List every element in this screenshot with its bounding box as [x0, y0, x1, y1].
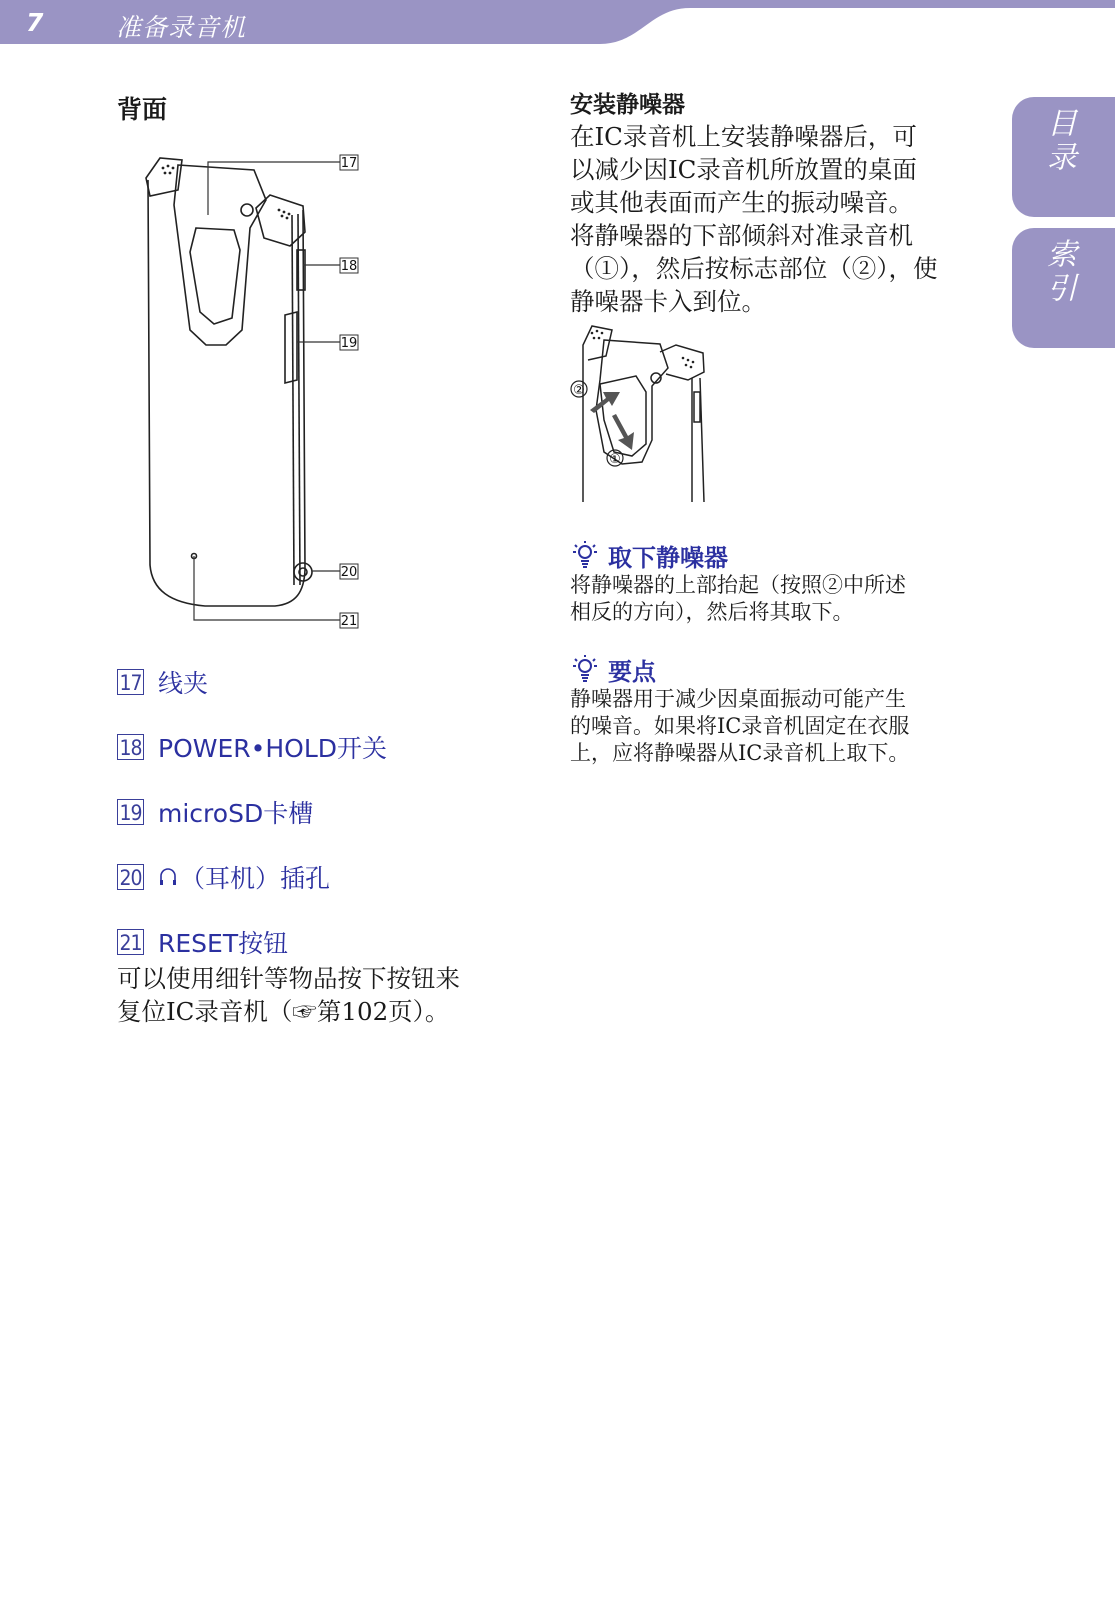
callout-19: 19: [340, 336, 358, 351]
tip-keypoint-line: 静噪器用于减少因桌面振动可能产生: [570, 687, 906, 711]
tab-index[interactable]: [1012, 228, 1115, 348]
tip-remove-title: [570, 538, 980, 572]
install-para-line: 静噪器卡入到位。: [570, 287, 766, 316]
part-number: 21: [117, 929, 144, 955]
tip-keypoint-line: 上，应将静噪器从IC录音机上取下。: [570, 741, 910, 765]
tab-contents-label: 目录: [1041, 107, 1076, 175]
tip-keypoint-line: 的噪音。如果将IC录音机固定在衣服: [570, 714, 910, 738]
callout-17: 17: [340, 156, 358, 171]
part-item-18: [117, 730, 537, 764]
part-label-microsd: microSD卡槽: [158, 799, 314, 828]
install-para-line: （①），然后按标志部位（②），使: [570, 254, 938, 283]
part-item-17: [117, 665, 537, 699]
tip-keypoint-title-text: 要点: [608, 657, 656, 686]
part-label-power-hold: POWER•HOLD开关: [158, 734, 388, 763]
part-number: 19: [117, 799, 144, 825]
part-label-headphone-jack: （耳机）插孔: [180, 864, 331, 893]
install-para-line: 或其他表面而产生的振动噪音。: [570, 188, 913, 217]
part-item-19: [117, 795, 537, 829]
reset-desc-line: 可以使用细针等物品按下按钮来: [117, 964, 460, 993]
figure-label-2: ②: [573, 383, 585, 398]
lightbulb-icon: [570, 539, 600, 571]
reset-desc-line: 复位IC录音机（☞第102页）。: [117, 997, 450, 1026]
header-bar: [0, 0, 1115, 46]
tip-remove-title-text: 取下静噪器: [608, 543, 728, 572]
install-para-line: 将静噪器的下部倾斜对准录音机: [570, 221, 913, 250]
part-number: 17: [117, 669, 144, 695]
tip-remove: [570, 538, 980, 626]
part-item-21: [117, 925, 537, 959]
headphone-icon: [158, 866, 178, 888]
callout-21: 21: [340, 614, 358, 629]
tab-index-label: 索引: [1041, 238, 1076, 306]
tip-keypoint: [570, 652, 980, 767]
tip-remove-line: 相反的方向），然后将其取下。: [570, 600, 854, 624]
callout-20: 20: [340, 565, 358, 580]
right-column: [570, 90, 980, 318]
part-label-clip: 线夹: [158, 669, 209, 698]
reset-description: [117, 962, 517, 1028]
install-para-line: 以减少因IC录音机所放置的桌面: [570, 155, 917, 184]
tab-contents[interactable]: [1012, 97, 1115, 217]
install-para-line: 在IC录音机上安装静噪器后，可: [570, 122, 917, 151]
figure-label-1: ①: [609, 452, 621, 467]
install-heading: 安装静噪器: [570, 92, 685, 118]
device-back-illustration: [140, 150, 380, 640]
section-title: 准备录音机: [116, 13, 247, 42]
parts-list: [117, 665, 537, 990]
left-column: [117, 90, 517, 126]
page-number: 7: [26, 8, 44, 37]
tip-keypoint-title: [570, 652, 980, 686]
tip-remove-line: 将静噪器的上部抬起（按照②中所述: [570, 573, 906, 597]
remover-install-illustration: [566, 320, 716, 505]
part-number: 18: [117, 734, 144, 760]
lightbulb-icon: [570, 653, 600, 685]
callout-18: 18: [340, 259, 358, 274]
part-number: 20: [117, 864, 144, 890]
part-item-20: [117, 860, 537, 894]
part-label-reset: RESET按钮: [158, 929, 289, 958]
back-view-heading: 背面: [117, 95, 168, 124]
